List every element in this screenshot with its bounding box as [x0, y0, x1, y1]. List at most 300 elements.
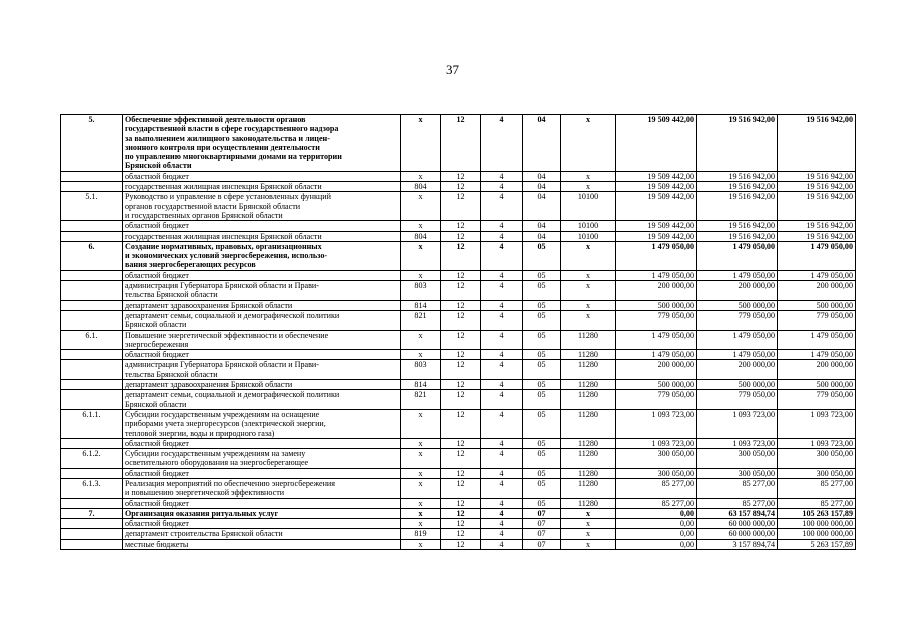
- cell-section: 12: [441, 182, 481, 192]
- cell-grbs: х: [401, 508, 441, 518]
- cell-program: 05: [523, 438, 561, 448]
- cell-target-article: х: [561, 182, 616, 192]
- cell-item-number: [61, 350, 123, 360]
- cell-target-article: 11280: [561, 438, 616, 448]
- cell-program: 05: [523, 310, 561, 330]
- cell-description: [123, 281, 401, 301]
- cell-grbs: 814: [401, 300, 441, 310]
- cell-amount-year-2: 63 157 894,74: [697, 508, 778, 518]
- cell-program: 04: [523, 231, 561, 241]
- cell-target-article: 11280: [561, 360, 616, 380]
- cell-description: [123, 231, 401, 241]
- cell-description: [123, 409, 401, 438]
- cell-description: [123, 300, 401, 310]
- cell-item-number: [61, 390, 123, 410]
- cell-program: 05: [523, 330, 561, 350]
- description-line: Реализация мероприятий по обеспечению энергосбережения: [125, 478, 335, 488]
- cell-program: 04: [523, 192, 561, 221]
- cell-amount-year-2: 200 000,00: [697, 281, 778, 301]
- cell-grbs: х: [401, 468, 441, 478]
- cell-amount-year-1: 0,00: [616, 539, 697, 549]
- table-row: [61, 360, 856, 380]
- cell-subsection: 4: [481, 300, 523, 310]
- description-line: энергосбережения: [125, 339, 189, 349]
- cell-target-article: х: [561, 300, 616, 310]
- cell-grbs: х: [401, 330, 441, 350]
- cell-amount-year-2: 1 479 050,00: [697, 241, 778, 270]
- description-line: Брянской области: [125, 161, 192, 171]
- cell-amount-year-1: 19 509 442,00: [616, 171, 697, 181]
- cell-grbs: 803: [401, 360, 441, 380]
- cell-description: [123, 182, 401, 192]
- table-row: [61, 241, 856, 270]
- description-line: местные бюджеты: [125, 539, 189, 549]
- cell-section: 12: [441, 409, 481, 438]
- cell-amount-year-3: 300 050,00: [778, 468, 856, 478]
- cell-target-article: 11280: [561, 409, 616, 438]
- cell-item-number: [61, 300, 123, 310]
- cell-section: 12: [441, 270, 481, 280]
- table-row: [61, 409, 856, 438]
- description-line: тельства Брянской области: [125, 369, 218, 379]
- cell-item-number: 6.: [61, 241, 123, 270]
- cell-subsection: 4: [481, 380, 523, 390]
- cell-item-number: [61, 529, 123, 539]
- description-line: государственной власти в сфере государственного надзора: [125, 124, 339, 134]
- cell-section: 12: [441, 529, 481, 539]
- cell-amount-year-3: 19 516 942,00: [778, 231, 856, 241]
- cell-target-article: х: [561, 508, 616, 518]
- cell-target-article: х: [561, 241, 616, 270]
- cell-amount-year-1: 200 000,00: [616, 360, 697, 380]
- description-line: и повышению энергетической эффективности: [125, 488, 285, 498]
- cell-amount-year-1: 19 509 442,00: [616, 182, 697, 192]
- table-row: [61, 221, 856, 231]
- cell-item-number: 6.1.2.: [61, 449, 123, 469]
- cell-subsection: 4: [481, 281, 523, 301]
- cell-description: [123, 192, 401, 221]
- cell-description: [123, 360, 401, 380]
- cell-grbs: х: [401, 498, 441, 508]
- description-line: департамент здравоохранения Брянской области: [125, 380, 293, 390]
- cell-section: 12: [441, 115, 481, 172]
- cell-program: 05: [523, 380, 561, 390]
- cell-amount-year-2: 779 050,00: [697, 310, 778, 330]
- cell-amount-year-1: 19 509 442,00: [616, 115, 697, 172]
- cell-description: [123, 350, 401, 360]
- description-line: органов государственной власти Брянской области: [125, 201, 301, 211]
- cell-description: [123, 171, 401, 181]
- cell-section: 12: [441, 438, 481, 448]
- cell-item-number: [61, 281, 123, 301]
- description-line: Повышение энергетической эффективности и обеспечение: [125, 330, 329, 340]
- cell-amount-year-2: 19 516 942,00: [697, 115, 778, 172]
- cell-grbs: 814: [401, 380, 441, 390]
- cell-description: [123, 270, 401, 280]
- cell-target-article: х: [561, 529, 616, 539]
- table-row: [61, 468, 856, 478]
- cell-item-number: [61, 498, 123, 508]
- description-line: осветительного оборудования на энергосберегающее: [125, 458, 309, 468]
- cell-subsection: 4: [481, 330, 523, 350]
- description-line: областной бюджет: [125, 519, 189, 529]
- cell-item-number: [61, 438, 123, 448]
- cell-item-number: [61, 519, 123, 529]
- cell-amount-year-2: 300 050,00: [697, 468, 778, 478]
- cell-amount-year-1: 200 000,00: [616, 281, 697, 301]
- cell-subsection: 4: [481, 270, 523, 280]
- cell-amount-year-3: 300 050,00: [778, 449, 856, 469]
- cell-grbs: 804: [401, 231, 441, 241]
- cell-program: 05: [523, 270, 561, 280]
- cell-target-article: 11280: [561, 330, 616, 350]
- cell-target-article: 11280: [561, 478, 616, 498]
- cell-program: 05: [523, 300, 561, 310]
- cell-program: 05: [523, 390, 561, 410]
- cell-amount-year-3: 779 050,00: [778, 310, 856, 330]
- cell-description: [123, 115, 401, 172]
- cell-program: 05: [523, 281, 561, 301]
- description-line: департамент здравоохранения Брянской области: [125, 300, 293, 310]
- cell-amount-year-2: 200 000,00: [697, 360, 778, 380]
- cell-description: [123, 390, 401, 410]
- cell-amount-year-1: 1 479 050,00: [616, 270, 697, 280]
- cell-item-number: 5.: [61, 115, 123, 172]
- table-row: [61, 310, 856, 330]
- cell-section: 12: [441, 241, 481, 270]
- cell-program: 07: [523, 529, 561, 539]
- cell-amount-year-1: 500 000,00: [616, 300, 697, 310]
- cell-grbs: х: [401, 449, 441, 469]
- cell-target-article: 11280: [561, 449, 616, 469]
- description-line: областной бюджет: [125, 270, 189, 280]
- cell-grbs: х: [401, 409, 441, 438]
- cell-amount-year-3: 1 479 050,00: [778, 241, 856, 270]
- cell-amount-year-3: 100 000 000,00: [778, 519, 856, 529]
- cell-target-article: х: [561, 171, 616, 181]
- cell-section: 12: [441, 390, 481, 410]
- cell-amount-year-3: 1 479 050,00: [778, 330, 856, 350]
- cell-section: 12: [441, 310, 481, 330]
- description-line: областной бюджет: [125, 171, 189, 181]
- table-row: [61, 449, 856, 469]
- cell-program: 05: [523, 449, 561, 469]
- description-line: департамент строительства Брянской области: [125, 529, 283, 539]
- cell-subsection: 4: [481, 438, 523, 448]
- cell-grbs: 821: [401, 310, 441, 330]
- cell-program: 05: [523, 409, 561, 438]
- cell-program: 07: [523, 508, 561, 518]
- cell-amount-year-2: 19 516 942,00: [697, 171, 778, 181]
- description-line: государственная жилищная инспекция Брянской области: [125, 182, 322, 192]
- cell-amount-year-2: 3 157 894,74: [697, 539, 778, 549]
- table-row: [61, 390, 856, 410]
- cell-amount-year-2: 19 516 942,00: [697, 231, 778, 241]
- cell-amount-year-3: 1 479 050,00: [778, 270, 856, 280]
- cell-amount-year-3: 5 263 157,89: [778, 539, 856, 549]
- cell-grbs: х: [401, 350, 441, 360]
- cell-item-number: [61, 360, 123, 380]
- cell-amount-year-3: 85 277,00: [778, 498, 856, 508]
- cell-grbs: х: [401, 241, 441, 270]
- cell-description: [123, 241, 401, 270]
- cell-program: 05: [523, 498, 561, 508]
- cell-description: [123, 539, 401, 549]
- cell-target-article: 11280: [561, 350, 616, 360]
- cell-amount-year-1: 85 277,00: [616, 498, 697, 508]
- cell-amount-year-2: 85 277,00: [697, 498, 778, 508]
- cell-amount-year-1: 1 479 050,00: [616, 330, 697, 350]
- cell-item-number: [61, 310, 123, 330]
- cell-grbs: 803: [401, 281, 441, 301]
- table-row: [61, 438, 856, 448]
- description-line: Создание нормативных, правовых, организационных: [125, 241, 322, 251]
- cell-grbs: х: [401, 221, 441, 231]
- cell-amount-year-1: 779 050,00: [616, 390, 697, 410]
- cell-item-number: [61, 380, 123, 390]
- cell-amount-year-3: 19 516 942,00: [778, 115, 856, 172]
- cell-grbs: х: [401, 270, 441, 280]
- description-line: областной бюджет: [125, 438, 189, 448]
- cell-amount-year-3: 100 000 000,00: [778, 529, 856, 539]
- cell-subsection: 4: [481, 350, 523, 360]
- table-row: [61, 300, 856, 310]
- description-line: тепловой энергии, воды и природного газа): [125, 428, 275, 438]
- cell-amount-year-2: 1 093 723,00: [697, 409, 778, 438]
- cell-grbs: 819: [401, 529, 441, 539]
- cell-description: [123, 508, 401, 518]
- cell-section: 12: [441, 539, 481, 549]
- cell-subsection: 4: [481, 231, 523, 241]
- table-row: [61, 498, 856, 508]
- table-body: [61, 115, 856, 550]
- cell-subsection: 4: [481, 192, 523, 221]
- cell-item-number: [61, 468, 123, 478]
- cell-description: [123, 221, 401, 231]
- page-number: 37: [446, 62, 459, 77]
- cell-amount-year-2: 60 000 000,00: [697, 529, 778, 539]
- cell-amount-year-3: 200 000,00: [778, 281, 856, 301]
- cell-description: [123, 380, 401, 390]
- cell-subsection: 4: [481, 409, 523, 438]
- cell-amount-year-1: 85 277,00: [616, 478, 697, 498]
- cell-description: [123, 529, 401, 539]
- cell-description: [123, 310, 401, 330]
- cell-subsection: 4: [481, 508, 523, 518]
- cell-target-article: х: [561, 539, 616, 549]
- cell-amount-year-3: 19 516 942,00: [778, 182, 856, 192]
- description-line: Организация оказания ритуальных услуг: [125, 508, 279, 518]
- description-line: зионного контроля при осуществлении деятельности: [125, 142, 320, 152]
- cell-amount-year-1: 1 479 050,00: [616, 241, 697, 270]
- cell-program: 05: [523, 350, 561, 360]
- cell-amount-year-3: 200 000,00: [778, 360, 856, 380]
- cell-target-article: 11280: [561, 390, 616, 410]
- cell-amount-year-2: 500 000,00: [697, 300, 778, 310]
- cell-description: [123, 449, 401, 469]
- cell-amount-year-1: 19 509 442,00: [616, 192, 697, 221]
- table-row: [61, 508, 856, 518]
- cell-amount-year-2: 19 516 942,00: [697, 221, 778, 231]
- cell-amount-year-2: 1 479 050,00: [697, 330, 778, 350]
- cell-amount-year-3: 779 050,00: [778, 390, 856, 410]
- cell-item-number: [61, 270, 123, 280]
- cell-amount-year-2: 300 050,00: [697, 449, 778, 469]
- cell-section: 12: [441, 519, 481, 529]
- cell-section: 12: [441, 192, 481, 221]
- cell-section: 12: [441, 281, 481, 301]
- description-line: вания энергосберегающих ресурсов: [125, 260, 256, 270]
- description-line: областной бюджет: [125, 498, 189, 508]
- cell-amount-year-2: 19 516 942,00: [697, 182, 778, 192]
- table-row: [61, 330, 856, 350]
- cell-amount-year-1: 19 509 442,00: [616, 231, 697, 241]
- cell-section: 12: [441, 300, 481, 310]
- cell-grbs: х: [401, 192, 441, 221]
- cell-item-number: [61, 182, 123, 192]
- cell-item-number: 6.1.: [61, 330, 123, 350]
- description-line: областной бюджет: [125, 468, 189, 478]
- cell-description: [123, 478, 401, 498]
- description-line: государственная жилищная инспекция Брянской области: [125, 231, 322, 241]
- description-line: приборами учета энергоресурсов (электрической энергии,: [125, 419, 326, 429]
- cell-subsection: 4: [481, 468, 523, 478]
- cell-amount-year-3: 19 516 942,00: [778, 192, 856, 221]
- table-row: [61, 519, 856, 529]
- description-line: и государственных органов Брянской области: [125, 210, 283, 220]
- cell-description: [123, 438, 401, 448]
- cell-item-number: 5.1.: [61, 192, 123, 221]
- description-line: администрация Губернатора Брянской области и Прави-: [125, 360, 319, 370]
- table-row: [61, 478, 856, 498]
- cell-target-article: 10100: [561, 221, 616, 231]
- table-row: [61, 115, 856, 172]
- description-line: за выполнением жилищного законодательства и лицен-: [125, 133, 330, 143]
- cell-program: 04: [523, 221, 561, 231]
- cell-section: 12: [441, 478, 481, 498]
- cell-target-article: 10100: [561, 231, 616, 241]
- cell-item-number: [61, 221, 123, 231]
- cell-program: 04: [523, 182, 561, 192]
- cell-target-article: 11280: [561, 498, 616, 508]
- cell-program: 05: [523, 241, 561, 270]
- cell-grbs: х: [401, 519, 441, 529]
- table-row: [61, 171, 856, 181]
- cell-amount-year-3: 1 093 723,00: [778, 409, 856, 438]
- cell-item-number: [61, 171, 123, 181]
- cell-subsection: 4: [481, 241, 523, 270]
- cell-grbs: х: [401, 478, 441, 498]
- cell-section: 12: [441, 449, 481, 469]
- cell-description: [123, 498, 401, 508]
- description-line: департамент семьи, социальной и демографической политики: [125, 390, 340, 400]
- table-row: [61, 350, 856, 360]
- cell-program: 05: [523, 478, 561, 498]
- cell-amount-year-2: 85 277,00: [697, 478, 778, 498]
- cell-amount-year-2: 60 000 000,00: [697, 519, 778, 529]
- cell-program: 04: [523, 115, 561, 172]
- cell-amount-year-1: 500 000,00: [616, 380, 697, 390]
- cell-amount-year-2: 779 050,00: [697, 390, 778, 410]
- cell-amount-year-3: 1 479 050,00: [778, 350, 856, 360]
- cell-amount-year-3: 19 516 942,00: [778, 221, 856, 231]
- cell-amount-year-1: 300 050,00: [616, 449, 697, 469]
- cell-subsection: 4: [481, 182, 523, 192]
- description-line: Обеспечение эффективной деятельности органов: [125, 115, 306, 124]
- cell-grbs: 821: [401, 390, 441, 410]
- table-row: [61, 529, 856, 539]
- cell-amount-year-1: 1 479 050,00: [616, 350, 697, 360]
- cell-grbs: х: [401, 539, 441, 549]
- cell-program: 07: [523, 519, 561, 529]
- cell-program: 05: [523, 360, 561, 380]
- table-row: [61, 270, 856, 280]
- table-row: [61, 539, 856, 549]
- description-line: Брянской области: [125, 320, 187, 330]
- cell-amount-year-3: 105 263 157,89: [778, 508, 856, 518]
- cell-amount-year-1: 779 050,00: [616, 310, 697, 330]
- cell-amount-year-2: 500 000,00: [697, 380, 778, 390]
- cell-subsection: 4: [481, 539, 523, 549]
- description-line: Брянской области: [125, 399, 187, 409]
- cell-section: 12: [441, 350, 481, 360]
- cell-target-article: х: [561, 310, 616, 330]
- cell-item-number: [61, 539, 123, 549]
- cell-item-number: 7.: [61, 508, 123, 518]
- cell-target-article: 11280: [561, 380, 616, 390]
- cell-subsection: 4: [481, 449, 523, 469]
- cell-program: 04: [523, 171, 561, 181]
- cell-amount-year-3: 85 277,00: [778, 478, 856, 498]
- cell-description: [123, 468, 401, 478]
- cell-target-article: 10100: [561, 192, 616, 221]
- cell-amount-year-3: 500 000,00: [778, 380, 856, 390]
- cell-subsection: 4: [481, 529, 523, 539]
- cell-subsection: 4: [481, 478, 523, 498]
- cell-description: [123, 330, 401, 350]
- cell-target-article: х: [561, 270, 616, 280]
- cell-description: [123, 519, 401, 529]
- cell-subsection: 4: [481, 360, 523, 380]
- cell-target-article: х: [561, 115, 616, 172]
- table-row: [61, 380, 856, 390]
- cell-program: 07: [523, 539, 561, 549]
- cell-section: 12: [441, 221, 481, 231]
- cell-section: 12: [441, 330, 481, 350]
- description-line: областной бюджет: [125, 221, 189, 231]
- cell-amount-year-1: 1 093 723,00: [616, 409, 697, 438]
- description-line: Руководство и управление в сфере установленных функций: [125, 192, 331, 202]
- cell-amount-year-2: 19 516 942,00: [697, 192, 778, 221]
- cell-item-number: 6.1.1.: [61, 409, 123, 438]
- cell-amount-year-2: 1 093 723,00: [697, 438, 778, 448]
- cell-grbs: 804: [401, 182, 441, 192]
- cell-amount-year-1: 19 509 442,00: [616, 221, 697, 231]
- description-line: администрация Губернатора Брянской области и Прави-: [125, 281, 319, 291]
- cell-grbs: х: [401, 171, 441, 181]
- cell-subsection: 4: [481, 221, 523, 231]
- cell-target-article: 11280: [561, 468, 616, 478]
- table-row: [61, 231, 856, 241]
- cell-subsection: 4: [481, 390, 523, 410]
- table-row: [61, 281, 856, 301]
- cell-subsection: 4: [481, 171, 523, 181]
- table-row: [61, 192, 856, 221]
- cell-amount-year-3: 19 516 942,00: [778, 171, 856, 181]
- description-line: тельства Брянской области: [125, 290, 218, 300]
- description-line: департамент семьи, социальной и демографической политики: [125, 310, 340, 320]
- cell-grbs: х: [401, 438, 441, 448]
